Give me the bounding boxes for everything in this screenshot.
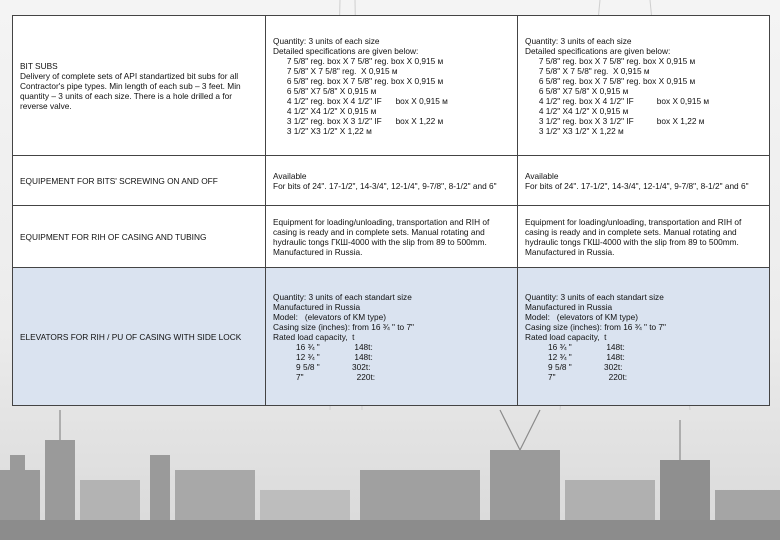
spec-line: 12 ¾ " 148t: (273, 351, 373, 362)
spec-line: 6 5/8" reg. box X 7 5/8" reg. box X 0,915 м (524, 75, 696, 86)
spec-line: Casing size (inches): from 16 ¾ " to 7" (273, 321, 415, 332)
spec-line: 9 5/8 " 302t: (524, 361, 623, 372)
spec-cell-column-3 (517, 268, 769, 406)
item-name-cell (13, 268, 266, 406)
item-title: BIT SUBS (20, 60, 58, 71)
spec-line: 7 5/8" X 7 5/8" reg. X 0,915 м (273, 65, 398, 76)
item-description: Delivery of complete sets of API standartized bit subs for all Contractor's pipe types. Min length of each sub – 3 feet. Min quantity – 3 units of each size. There is a hole drilled a for reverse valve. (20, 70, 241, 111)
spec-line: Manufactured in Russia (273, 301, 361, 312)
spec-line: 7" 220t: (524, 371, 628, 382)
spec-line: 4 1/2" X4 1/2" X 0,915 м (273, 105, 377, 116)
spec-line: 7 5/8" reg. box X 7 5/8" reg. box X 0,915 м (524, 55, 696, 66)
industrial-equipment-icon (0, 440, 780, 540)
spec-line: 4 1/2" X4 1/2" X 0,915 м (524, 105, 629, 116)
spec-line: 6 5/8" X7 5/8" X 0,915 м (524, 85, 629, 96)
spec-line: Quantity: 3 units of each standart size (273, 291, 412, 302)
spec-cell-column-3 (517, 156, 769, 206)
table-row (13, 156, 770, 206)
spec-line: 6 5/8" reg. box X 7 5/8" reg. box X 0,915 м (273, 75, 444, 86)
spec-line: Detailed specifications are given below: (524, 45, 671, 56)
spec-line: 7" 220t: (273, 371, 376, 382)
table-row (13, 16, 770, 156)
spec-line: 4 1/2" reg. box X 4 1/2" IF box X 0,915 м (273, 95, 448, 106)
spec-line: 4 1/2" reg. box X 4 1/2" IF box X 0,915 м (524, 95, 710, 106)
spec-line: Rated load capacity, t (273, 331, 355, 342)
spec-line: 7 5/8" reg. box X 7 5/8" reg. box X 0,915 м (273, 55, 444, 66)
item-title: ELEVATORS FOR RIH / PU OF CASING WITH SIDE LOCK (20, 331, 242, 342)
table-row (13, 206, 770, 268)
spec-line: 16 ¾ " 148t: (273, 341, 373, 352)
spec-cell-column-3 (517, 206, 769, 268)
spec-line: Model: (elevators of KM type) (273, 311, 386, 322)
spec-line: 3 1/2" X3 1/2" X 1,22 м (273, 125, 372, 136)
spec-cell-column-3 (517, 16, 769, 156)
spec-line: Quantity: 3 units of each size (273, 35, 380, 46)
spec-line: For bits of 24". 17-1/2", 14-3/4", 12-1/4", 9-7/8", 8-1/2" and 6" (273, 180, 497, 191)
spec-cell-column-2 (266, 206, 518, 268)
spec-line: Available (524, 170, 559, 181)
equipment-spec-table (12, 15, 770, 406)
spec-line: Manufactured in Russia (524, 301, 613, 312)
spec-line: 3 1/2" reg. box X 3 1/2" IF box X 1,22 м (273, 115, 444, 126)
spec-line: 9 5/8 " 302t: (273, 361, 371, 372)
item-name-cell (13, 206, 266, 268)
spec-cell-column-2 (266, 16, 518, 156)
spec-line: For bits of 24". 17-1/2", 14-3/4", 12-1/4", 9-7/8", 8-1/2" and 6" (524, 180, 749, 191)
spec-line: 16 ¾ " 148t: (524, 341, 625, 352)
spec-line: 3 1/2" X3 1/2" X 1,22 м (524, 125, 624, 136)
spec-cell-column-2 (266, 156, 518, 206)
item-title: EQUIPEMENT FOR BITS' SCREWING ON AND OFF (20, 175, 218, 186)
spec-cell-column-2 (266, 268, 518, 406)
table-row (13, 268, 770, 406)
spec-line: Casing size (inches): from 16 ¾ " to 7" (524, 321, 666, 332)
spec-line: 12 ¾ " 148t: (524, 351, 625, 362)
spec-line: 6 5/8" X7 5/8" X 0,915 м (273, 85, 377, 96)
item-title: EQUIPMENT FOR RIH OF CASING AND TUBING (20, 231, 207, 242)
spec-line: Model: (elevators of KM type) (524, 311, 638, 322)
item-name-cell (13, 16, 266, 156)
spec-line: 3 1/2" reg. box X 3 1/2" IF box X 1,22 м (524, 115, 705, 126)
item-name-cell (13, 156, 266, 206)
spec-line: Detailed specifications are given below: (273, 45, 419, 56)
spec-line: Rated load capacity, t (524, 331, 607, 342)
spec-line: Equipment for loading/unloading, transportation and RIH of casing is ready and in complete sets. Manual rotating and hydraulic tongs ГКШ-4000 with the slip from 89 to 500mm. Manufactured in Russia. (273, 216, 490, 257)
spec-line: Available (273, 170, 307, 181)
spec-line: Quantity: 3 units of each standart size (524, 291, 664, 302)
spec-line: Quantity: 3 units of each size (524, 35, 632, 46)
spec-line: Equipment for loading/unloading, transportation and RIH of casing is ready and in complete sets. Manual rotating and hydraulic tongs ГКШ-4000 with the slip from 89 to 500mm. Manufactured in Russia. (524, 216, 742, 257)
spec-line: 7 5/8" X 7 5/8" reg. X 0,915 м (524, 65, 650, 76)
